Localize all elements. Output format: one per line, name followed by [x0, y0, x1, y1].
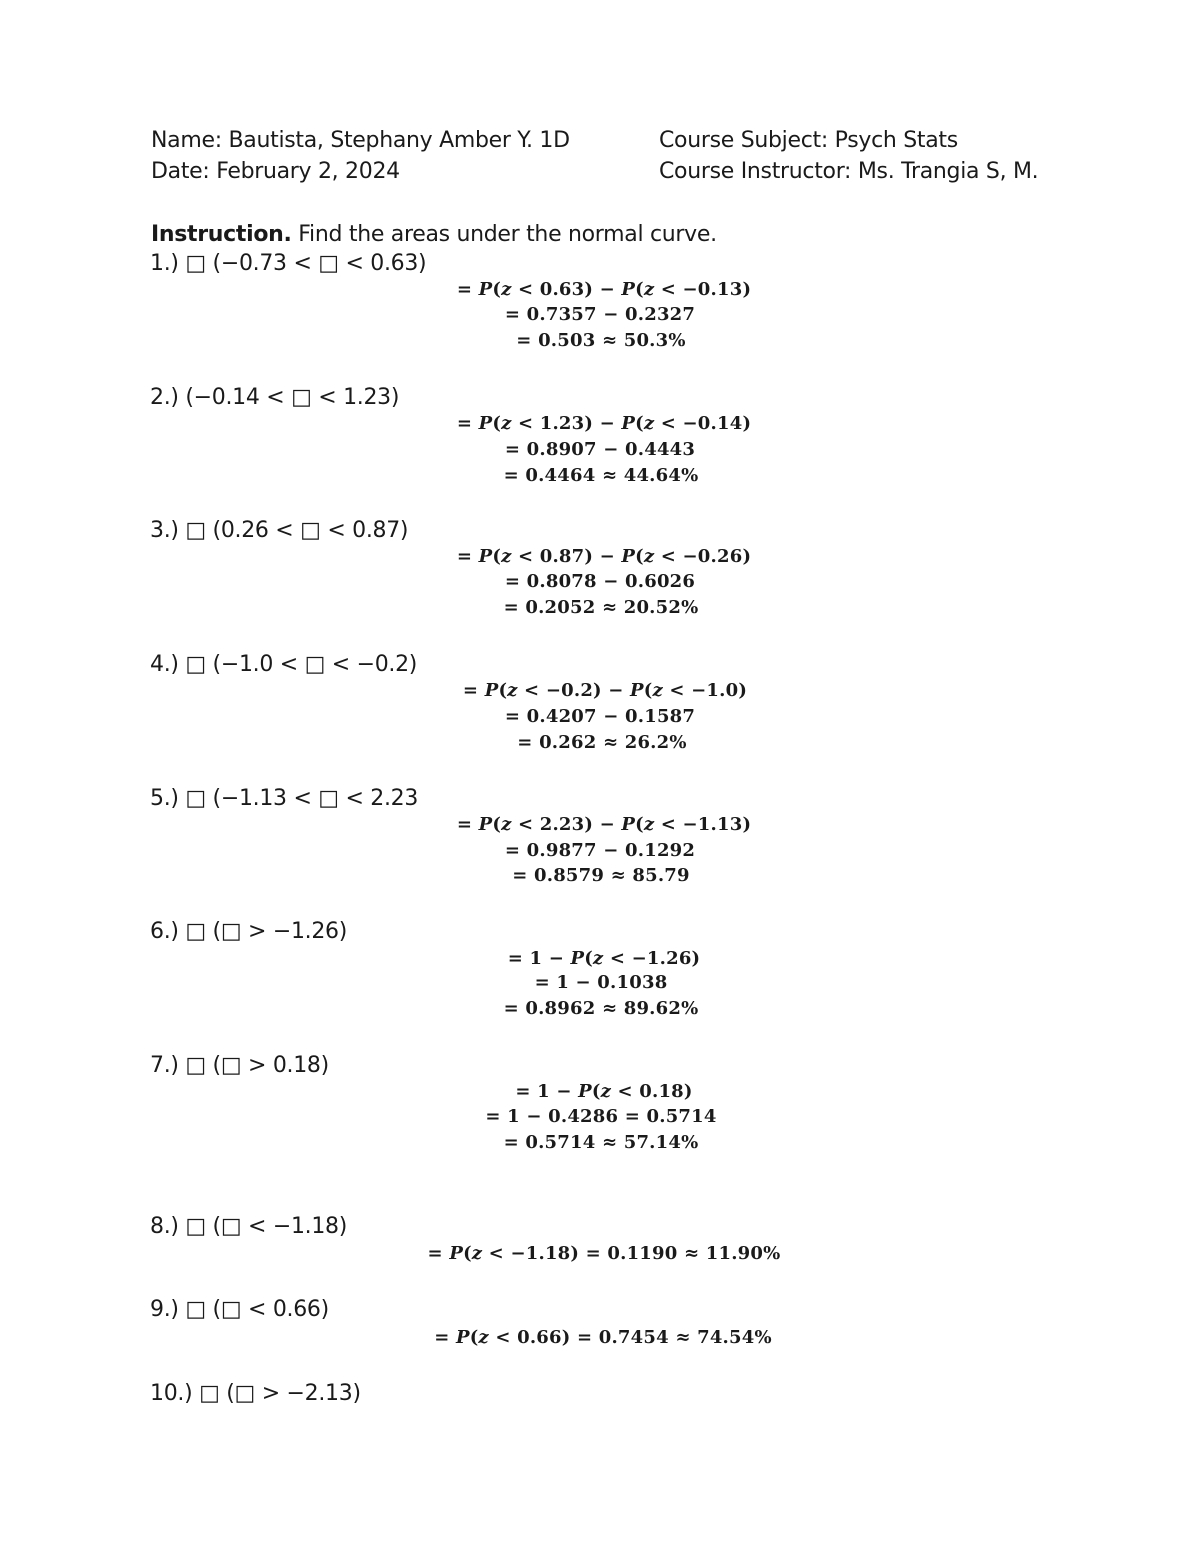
problem-2-step-1: = P(z < 1.23) − P(z < −0.14)	[456, 413, 752, 434]
student-name: Name: Bautista, Stephany Amber Y. 1D	[151, 128, 570, 153]
problem-4-label: 4.) □ (−1.0 < □ < −0.2)	[150, 652, 418, 677]
problem-7-label: 7.) □ (□ > 0.18)	[150, 1053, 329, 1078]
problem-6-step-2: = 1 − 0.1038	[534, 972, 668, 993]
problem-3-step-3: = 0.2052 ≈ 20.52%	[503, 597, 699, 618]
problem-1-step-2: = 0.7357 − 0.2327	[504, 304, 696, 325]
problem-2-step-2: = 0.8907 − 0.4443	[504, 439, 696, 460]
problem-5-step-2: = 0.9877 − 0.1292	[504, 840, 696, 861]
course-subject: Course Subject: Psych Stats	[659, 128, 958, 153]
problem-4-step-2: = 0.4207 − 0.1587	[504, 706, 696, 727]
problem-8-step-1: = P(z < −1.18) = 0.1190 ≈ 11.90%	[427, 1243, 781, 1264]
problem-5-step-1: = P(z < 2.23) − P(z < −1.13)	[456, 814, 752, 835]
problem-6-step-1: = 1 − P(z < −1.26)	[507, 948, 701, 969]
problem-5-label: 5.) □ (−1.13 < □ < 2.23	[150, 786, 419, 811]
instruction-text: Find the areas under the normal curve.	[291, 222, 717, 247]
problem-9-label: 9.) □ (□ < 0.66)	[150, 1297, 329, 1322]
problem-7-step-2: = 1 − 0.4286 = 0.5714	[485, 1106, 717, 1127]
problem-2-step-3: = 0.4464 ≈ 44.64%	[503, 465, 699, 486]
problem-8-label: 8.) □ (□ < −1.18)	[150, 1214, 348, 1239]
course-instructor: Course Instructor: Ms. Trangia S, M.	[659, 159, 1039, 184]
problem-5-step-3: = 0.8579 ≈ 85.79	[512, 865, 690, 886]
problem-2-label: 2.) (−0.14 < □ < 1.23)	[150, 385, 400, 410]
problem-3-step-2: = 0.8078 − 0.6026	[504, 571, 696, 592]
problem-1-label: 1.) □ (−0.73 < □ < 0.63)	[150, 251, 427, 276]
problem-9-step-1: = P(z < 0.66) = 0.7454 ≈ 74.54%	[434, 1327, 772, 1348]
problem-7-step-3: = 0.5714 ≈ 57.14%	[503, 1132, 699, 1153]
submission-date: Date: February 2, 2024	[151, 159, 400, 184]
problem-4-step-1: = P(z < −0.2) − P(z < −1.0)	[462, 680, 748, 701]
problem-1-step-1: = P(z < 0.63) − P(z < −0.13)	[456, 279, 752, 300]
problem-4-step-3: = 0.262 ≈ 26.2%	[517, 732, 687, 753]
problem-3-step-1: = P(z < 0.87) − P(z < −0.26)	[456, 546, 752, 567]
problem-6-label: 6.) □ (□ > −1.26)	[150, 919, 348, 944]
problem-3-label: 3.) □ (0.26 < □ < 0.87)	[150, 518, 409, 543]
instruction-label: Instruction.	[151, 222, 292, 247]
problem-6-step-3: = 0.8962 ≈ 89.62%	[503, 998, 699, 1019]
problem-7-step-1: = 1 − P(z < 0.18)	[515, 1081, 693, 1102]
instruction	[151, 222, 717, 247]
problem-1-step-3: = 0.503 ≈ 50.3%	[516, 330, 686, 351]
problem-10-label: 10.) □ (□ > −2.13)	[150, 1381, 361, 1406]
